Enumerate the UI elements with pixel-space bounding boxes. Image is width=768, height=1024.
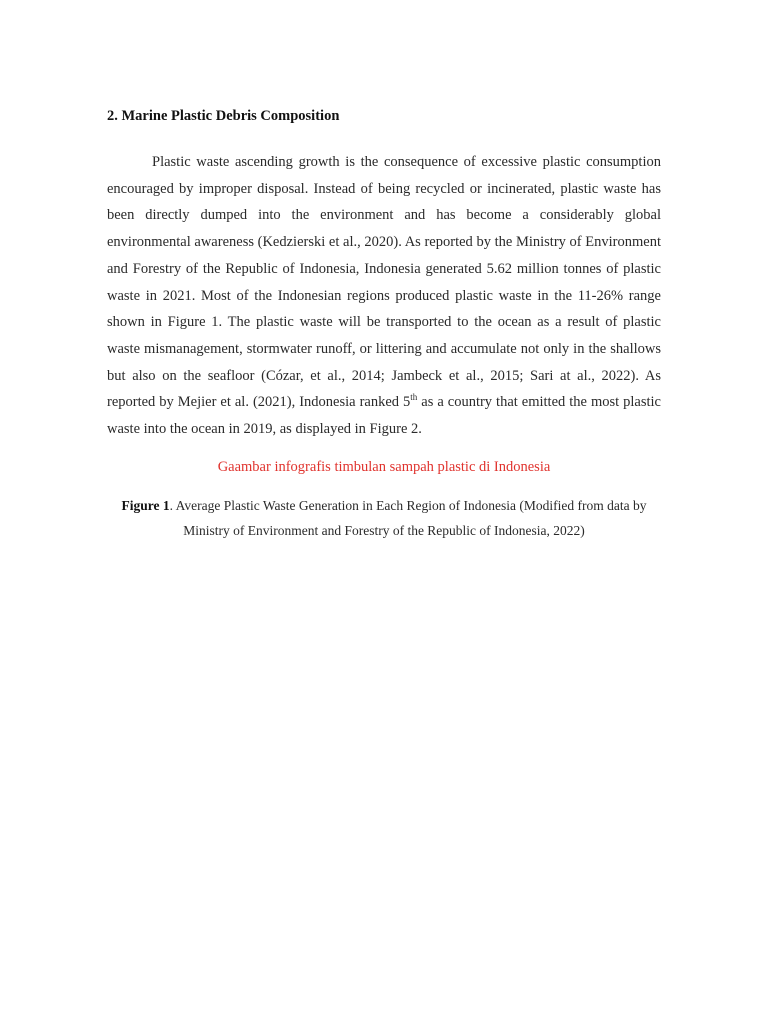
infographic-placeholder-note: Gaambar infografis timbulan sampah plastic di Indonesia [217,458,551,475]
body-paragraph [107,149,661,443]
paragraph-text-part2: as a country that emitted the most plastic waste into the ocean in 2019, as displayed in Figure 2. [107,394,661,438]
figure-caption-text: . Average Plastic Waste Generation in Each Region of Indonesia (Modified from data by Ministry of Environment and Forestry of the Republic of Indonesia, 2022) [169,497,647,538]
section-heading: 2. Marine Plastic Debris Composition [107,108,340,124]
ordinal-superscript: th [410,391,418,402]
document-page [107,108,661,543]
paragraph-text-part1: Plastic waste ascending growth is the consequence of excessive plastic consumption encouraged by improper disposal. Instead of being recycled or incinerated, plastic waste has been directly dumped into the environment and has become a considerably global environmental awareness (Kedzierski et al., 2020). As reported by the Ministry of Environment and Forestry of the Republic of Indonesia, Indonesia generated 5.62 million tonnes of plastic waste in 2021. Most of the Indonesian regions produced plastic waste in the 11-26% range shown in Figure 1. The plastic waste will be transported to the ocean as a result of plastic waste mismanagement, stormwater runoff, or littering and accumulate not only in the shallows but also on the seafloor (Cózar, et al., 2014; Jambeck et al., 2015; Sari at al., 2022). As reported by Mejier et al. (2021), Indonesia ranked 5 [107,154,661,411]
figure-label: Figure 1 [121,497,170,513]
figure-caption [101,493,667,543]
